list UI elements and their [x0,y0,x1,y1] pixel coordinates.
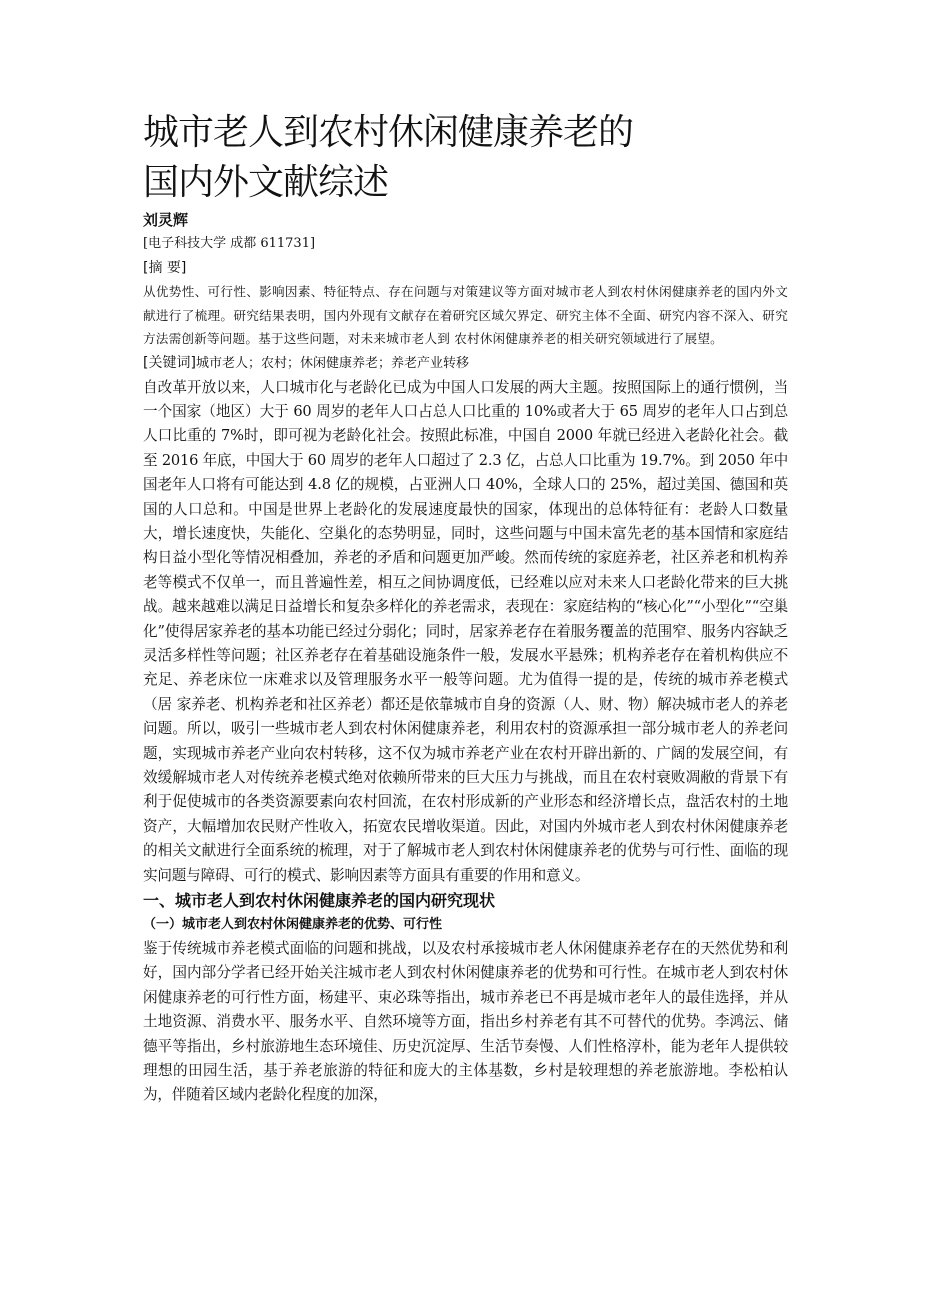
author-name: 刘灵辉 [143,211,189,229]
keywords-line [143,351,788,376]
subsection-1-heading: （一）城市老人到农村休闲健康养老的优势、可行性 [143,917,443,933]
abstract-label: [摘 要] [143,260,187,276]
intro-paragraph: 自改革开放以来，人口城市化与老龄化已成为中国人口发展的两大主题。按照国际上的通行惯例，当一个国家（地区）大于 60 周岁的老年人口占总人口比重的 10%或者大于 65 周岁的老年人口占到总人口比重的 7%时，即可视为老龄化社会。按照此标准，中国自 2000 年就已经进入老龄化社会。截至 2016 年底，中国大于 60 周岁的老年人口超过了 2.3 亿，占总人口比重为 19.7%。到 2050 年中国老年人口将有可能达到 4.8 亿的规模，占亚洲人口 40%，全球人口的 25%，超过美国、德国和英国的人口总和。中国是世界上老龄化的发展速度最快的国家，体现出的总体特征有：老龄人口数量大，增长速度快，失能化、空巢化的态势明显，同时，这些问题与中国未富先老的基本国情和家庭结构日益小型化等情况相叠加，养老的矛盾和问题更加严峻。然而传统的家庭养老，社区养老和机构养老等模式不仅单一，而且普遍性差，相互之间协调度低，已经难以应对未来人口老龄化带来的巨大挑战。越来越难以满足日益增长和复杂多样化的养老需求，表现在：家庭结构的“核心化”“小型化”“空巢化”使得居家养老的基本功能已经过分弱化；同时，居家养老存在着服务覆盖的范围窄、服务内容缺乏灵活多样性等问题；社区养老存在着基础设施条件一般，发展水平悬殊；机构养老存在着机构供应不充足、养老床位一床难求以及管理服务水平一般等问题。尤为值得一提的是，传统的城市养老模式（居 家养老、机构养老和社区养老）都还是依靠城市自身的资源（人、财、物）解决城市老人的养老问题。所以，吸引一些城市老人到农村休闲健康养老，利用农村的资源承担一部分城市老人的养老问题，实现城市养老产业向农村转移，这不仅为城市养老产业在农村开辟出新的、广阔的发展空间，有效缓解城市老人对传统养老模式绝对依赖所带来的巨大压力与挑战，而且在农村衰败凋敝的背景下有利于促使城市的各类资源要素向农村回流，在农村形成新的产业形态和经济增长点，盘活农村的土地资产，大幅增加农民财产性收入，拓宽农民增收渠道。因此，对国内外城市老人到农村休闲健康养老的相关文献进行全面系统的梳理，对于了解城市老人到农村休闲健康养老的优势与可行性、面临的现实问题与障碍、可行的模式、影响因素等方面具有重要的作用和意义。 [143,378,788,884]
section-1-paragraph: 鉴于传统城市养老模式面临的问题和挑战，以及农村承接城市老人休闲健康养老存在的天然优势和利好，国内部分学者已经开始关注城市老人到农村休闲健康养老的优势和可行性。在城市老人到农村休闲健康养老的可行性方面，杨建平、束必珠等指出，城市养老已不再是城市老年人的最佳选择，并从土地资源、消费水平、服务水平、自然环境等方面，指出乡村养老有其不可替代的优势。李鸿沄、储德平等指出，乡村旅游地生态环境佳、历史沉淀厚、生活节奏慢、人们性格淳朴，能为老年人提供较理想的田园生活，基于养老旅游的特征和庞大的主体基数，乡村是较理想的养老旅游地。李松柏认为，伴随着区域内老龄化程度的加深， [143,940,788,1104]
keywords-text: 城市老人；农村；休闲健康养老；养老产业转移 [195,355,469,371]
paper-page [143,108,788,1108]
title-line-2: 国内外文献综述 [143,162,389,203]
abstract-text: 从优势性、可行性、影响因素、特征特点、存在问题与对策建议等方面对城市老人到农村休闲健康养老的国内外文献进行了梳理。研究结果表明，国内外现有文献存在着研究区域欠界定、研究主体不全面、研究内容不深入、研究方法需创新等问题。基于这些问题，对未来城市老人到 农村休闲健康养老的相关研究领域进行了展望。 [143,284,788,346]
author-affiliation: [电子科技大学 成都 611731] [143,236,316,251]
title-line-1: 城市老人到农村休闲健康养老的 [143,112,634,153]
section-1-heading: 一、城市老人到农村休闲健康养老的国内研究现状 [143,891,496,911]
paper-title [143,108,788,208]
keywords-label: [关键词] [143,354,196,371]
